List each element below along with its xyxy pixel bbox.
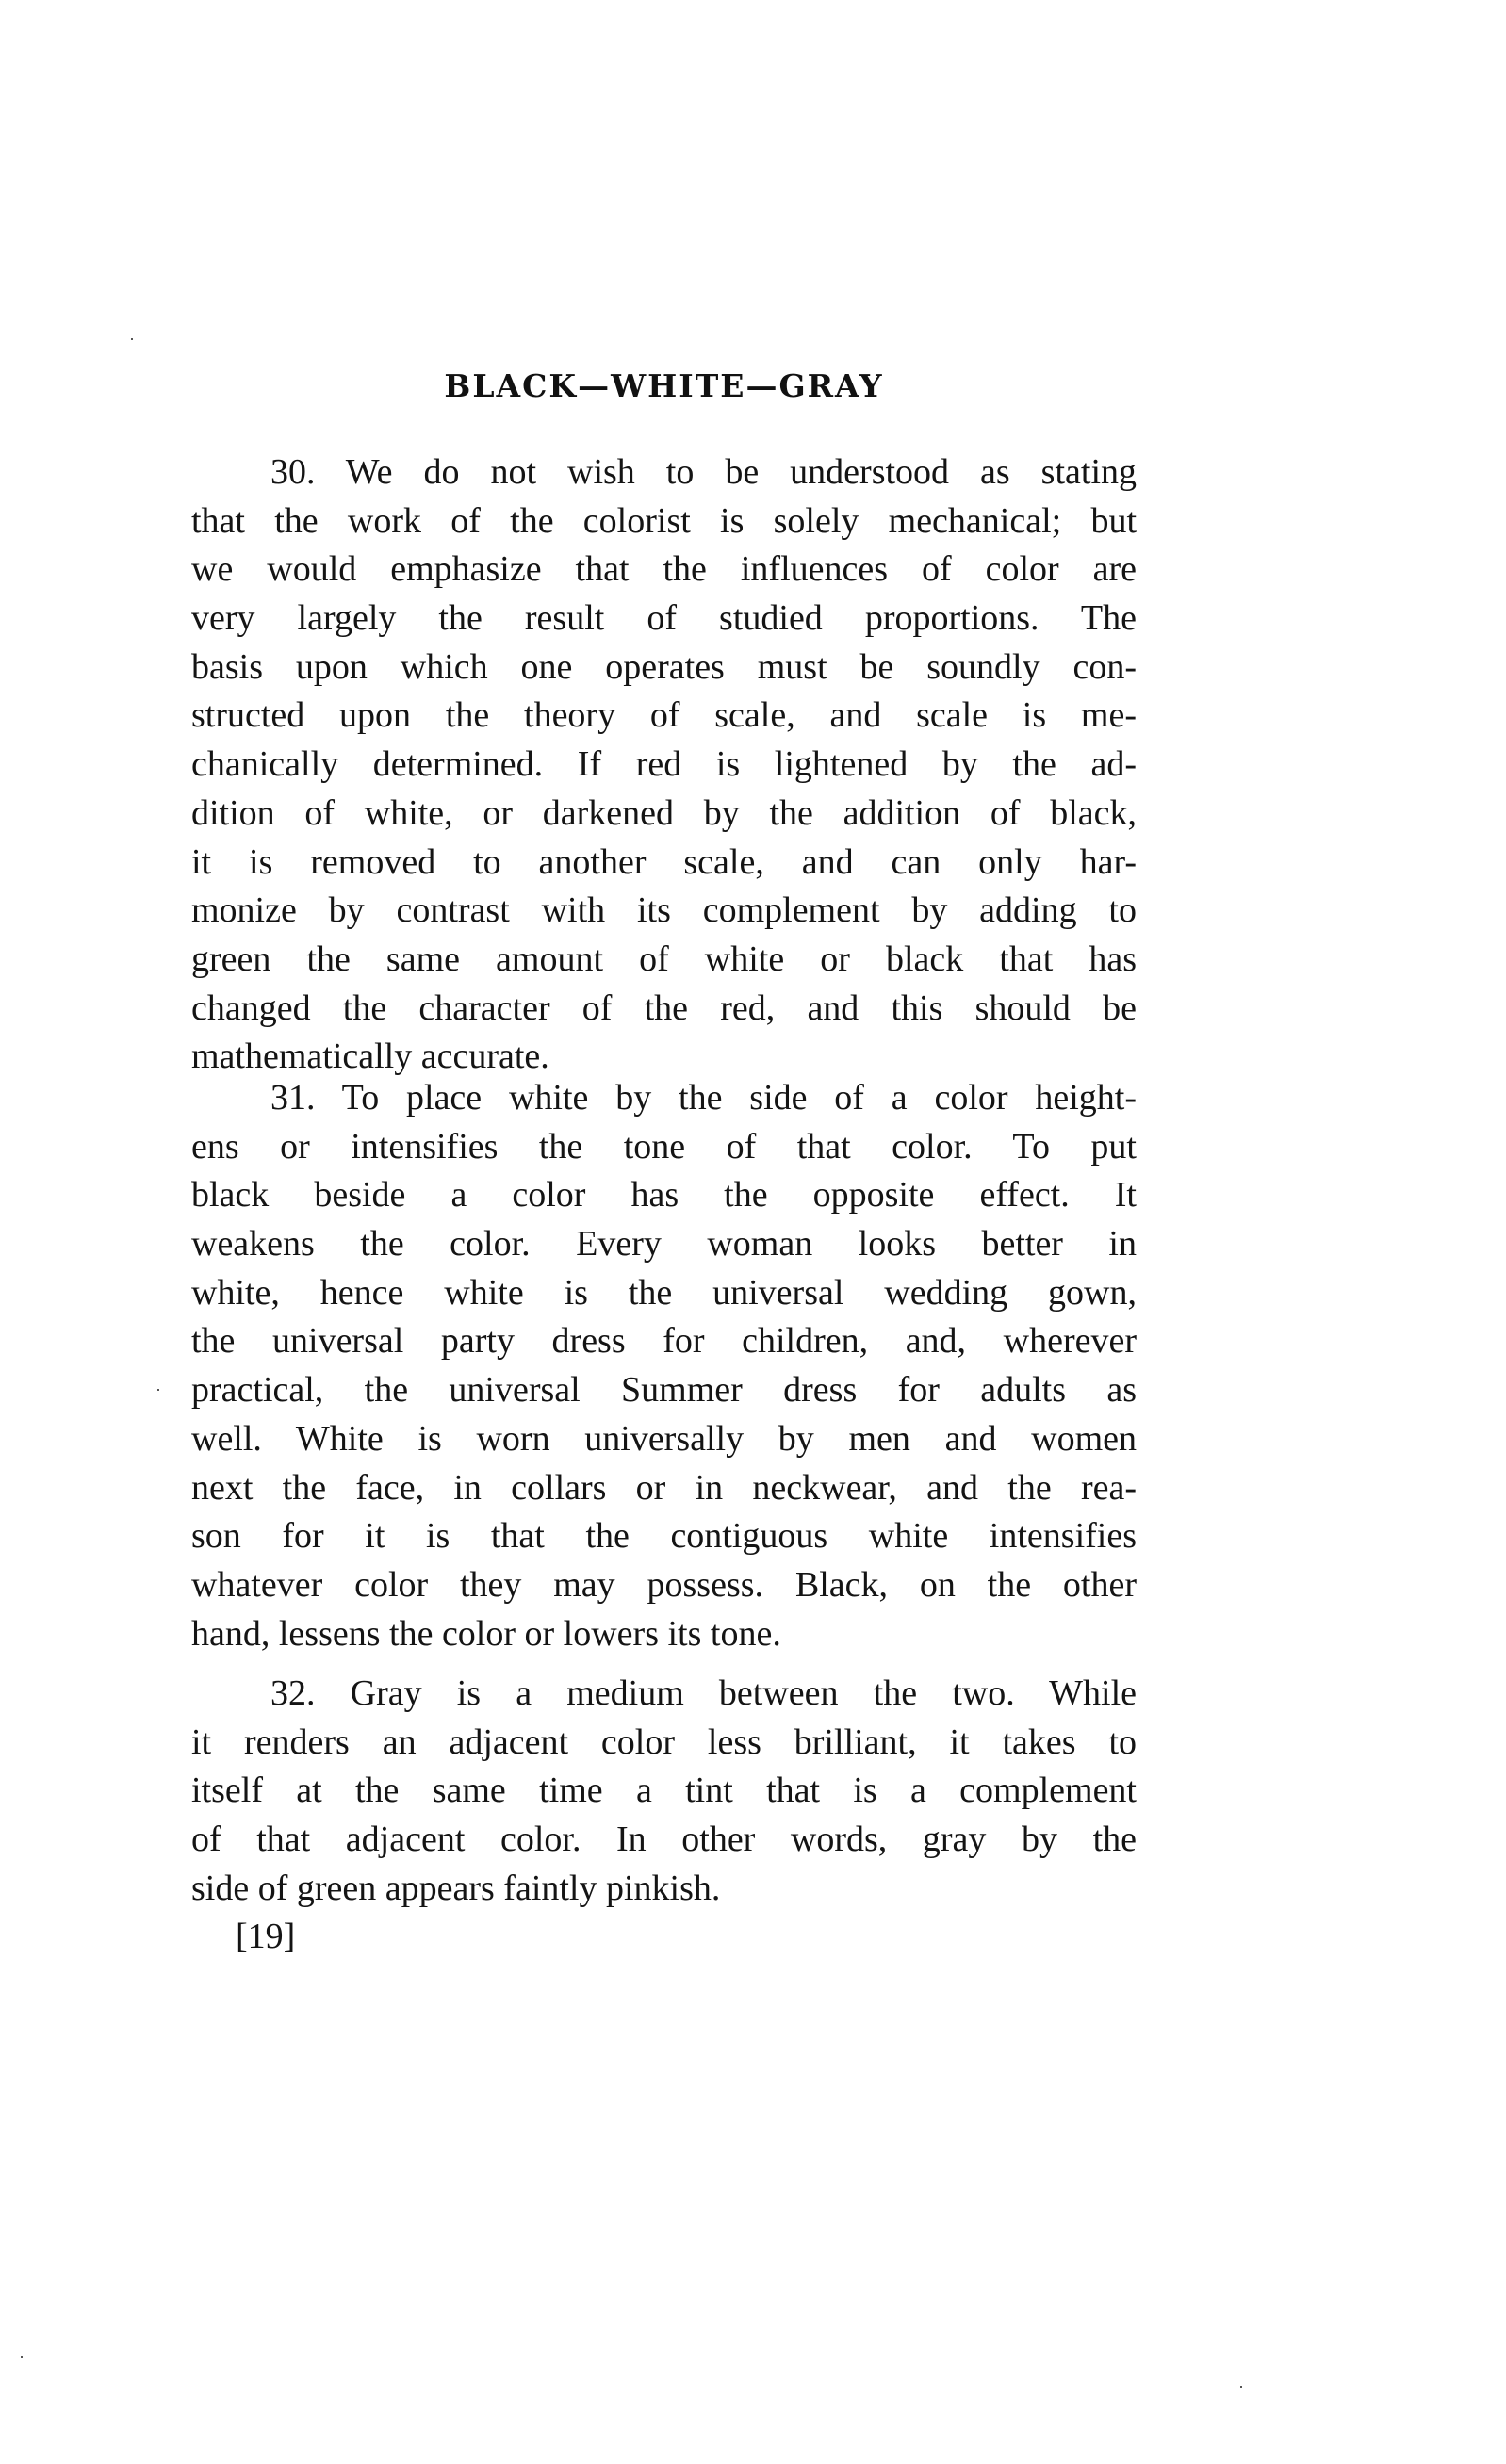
text-line: son for it is that the contiguous white intensifies <box>191 1516 1137 1557</box>
text-line: basis upon which one operates must be soundly con- <box>191 646 1137 687</box>
text-line: changed the character of the red, and this should be <box>191 987 1137 1028</box>
text-line: chanically determined. If red is lightened by the ad- <box>191 744 1137 785</box>
text-line: weakens the color. Every woman looks better in <box>191 1224 1137 1265</box>
text-line: monize by contrast with its complement by adding to <box>191 890 1137 931</box>
text-line: itself at the same time a tint that is a complement <box>191 1770 1137 1811</box>
text-line: practical, the universal Summer dress for adults as <box>191 1370 1137 1411</box>
text-line: 32. Gray is a medium between the two. While <box>270 1673 1137 1713</box>
text-line: we would emphasize that the influences of color are <box>191 549 1137 590</box>
text-line: well. White is worn universally by men and women <box>191 1418 1137 1459</box>
text-line: it is removed to another scale, and can only har- <box>191 841 1137 882</box>
text-line: structed upon the theory of scale, and scale is me- <box>191 695 1137 736</box>
scan-speck <box>157 1389 159 1391</box>
text-line: 31. To place white by the side of a color height- <box>270 1078 1137 1118</box>
text-line: ens or intensifies the tone of that color. To put <box>191 1126 1137 1167</box>
text-line: it renders an adjacent color less brilliant, it takes to <box>191 1722 1137 1762</box>
text-line: black beside a color has the opposite effect. It <box>191 1175 1137 1216</box>
paragraph-31 <box>191 1074 1137 1658</box>
text-line: side of green appears faintly pinkish. <box>191 1868 721 1908</box>
text-line: that the work of the colorist is solely mechanical; but <box>191 500 1137 541</box>
paragraph-30 <box>191 449 1137 1082</box>
text-line: green the same amount of white or black that has <box>191 938 1137 979</box>
text-line: of that adjacent color. In other words, gray by the <box>191 1819 1137 1860</box>
text-line: hand, lessens the color or lowers its tone. <box>191 1613 781 1654</box>
scan-speck <box>21 2356 23 2358</box>
text-line: very largely the result of studied proportions. The <box>191 598 1137 639</box>
chapter-title: BLACK—WHITE—GRAY <box>444 367 884 404</box>
text-line: 30. We do not wish to be understood as stating <box>270 452 1137 492</box>
text-line: the universal party dress for children, and, wherever <box>191 1321 1137 1362</box>
scan-speck <box>131 338 133 340</box>
paragraph-32 <box>191 1670 1137 1913</box>
text-line: whatever color they may possess. Black, on the other <box>191 1564 1137 1605</box>
text-line: dition of white, or darkened by the addition of black, <box>191 792 1137 833</box>
text-line: mathematically accurate. <box>191 1036 549 1077</box>
text-line: next the face, in collars or in neckwear, and the rea- <box>191 1467 1137 1508</box>
scan-speck <box>1240 2386 1242 2388</box>
page-number: [19] <box>236 1917 296 1956</box>
text-line: white, hence white is the universal wedding gown, <box>191 1272 1137 1313</box>
